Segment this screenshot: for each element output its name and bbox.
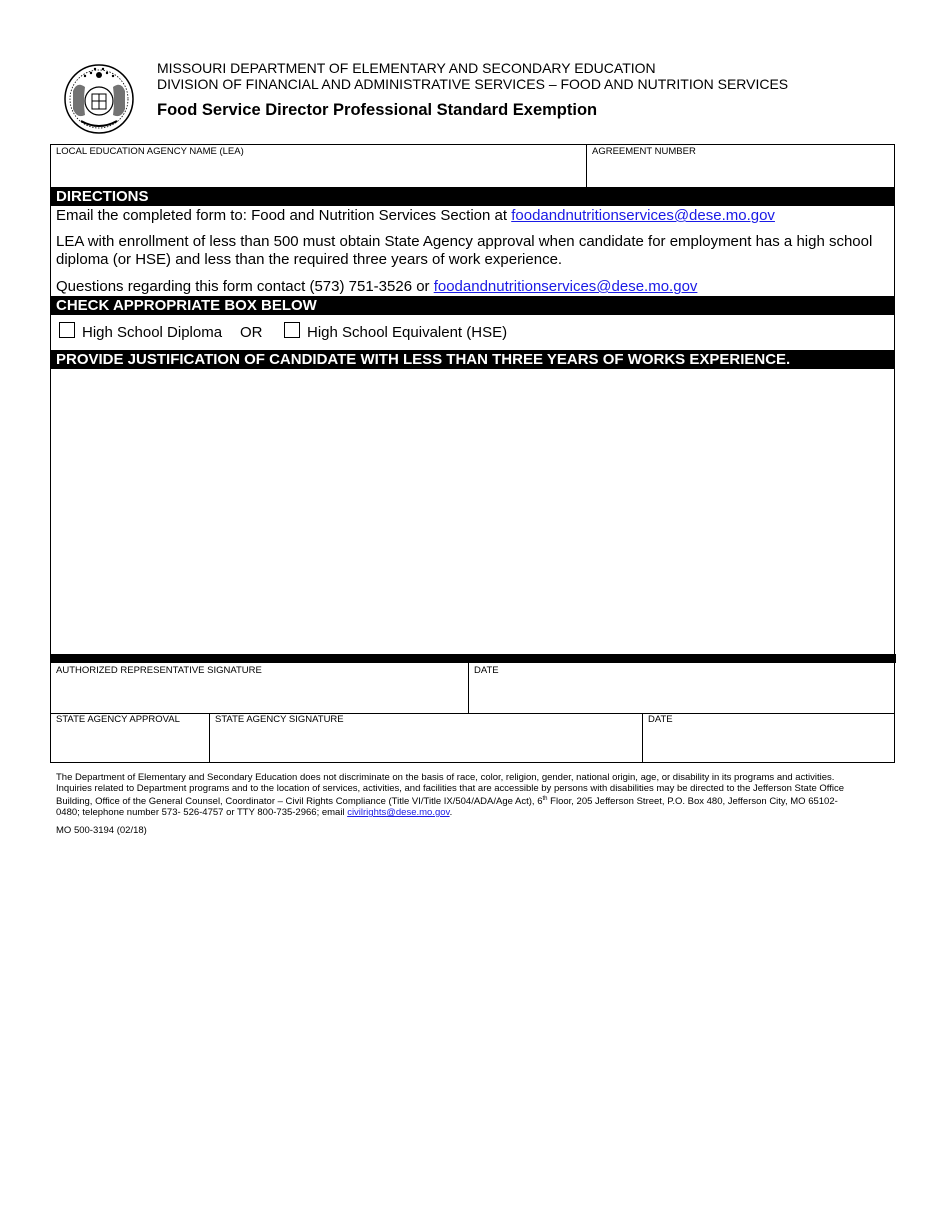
directions-heading: DIRECTIONS [51,187,895,206]
auth-rep-signature-field[interactable] [51,677,467,712]
justification-text-area[interactable] [51,369,894,654]
check-box-heading: CHECK APPROPRIATE BOX BELOW [51,296,895,315]
state-agency-signature-field[interactable] [211,726,641,762]
justification-bottom-bar [50,654,896,663]
state-agency-approval-field[interactable] [51,726,208,762]
auth-date-field[interactable] [470,677,894,712]
directions-questions-link[interactable]: foodandnutritionservices@dese.mo.gov [433,278,698,295]
division-name: DIVISION OF FINANCIAL AND ADMINISTRATIVE SERVICES – FOOD AND NUTRITION SERVICES [157,76,789,92]
high-school-diploma-label: High School Diploma [82,324,223,341]
lea-name-label: LOCAL EDUCATION AGENCY NAME (LEA) [56,146,244,157]
directions-enrollment-text: LEA with enrollment of less than 500 must obtain State Agency approval when candidate for employment has a high school diploma (or HSE) and less than the required three years of work experience. [56,233,873,268]
state-approval-divider [209,713,210,763]
directions-questions-text: Questions regarding this form contact (573) 751-3526 or [56,278,434,295]
auth-rep-signature-label: AUTHORIZED REPRESENTATIVE SIGNATURE [56,665,262,676]
directions-email-text: Email the completed form to: Food and Nutrition Services Section at [56,207,512,224]
directions-email-link[interactable]: foodandnutritionservices@dese.mo.gov [511,207,775,224]
department-name: MISSOURI DEPARTMENT OF ELEMENTARY AND SECONDARY EDUCATION [157,60,656,76]
agreement-number-label: AGREEMENT NUMBER [592,146,696,157]
nondiscrimination-statement [56,772,846,818]
or-label: OR [240,324,263,341]
directions-email-line [56,207,886,225]
high-school-diploma-checkbox[interactable] [59,322,75,338]
footer-text-part2: Floor, 205 Jefferson Street, P.O. Box 480, Jefferson City, MO 65102-0480; telephone number 573- 526-4757 or TTY 800-735-2966; email [56,796,838,819]
civil-rights-email-link[interactable]: civilrights@dese.mo.gov [347,807,450,819]
footer-superscript: th [542,796,548,802]
justification-heading: PROVIDE JUSTIFICATION OF CANDIDATE WITH LESS THAN THREE YEARS OF WORKS EXPERIENCE. [51,350,895,369]
form-number: MO 500-3194 (02/18) [56,825,147,836]
state-seal-icon [63,61,135,137]
auth-date-divider [468,663,469,713]
hse-label: High School Equivalent (HSE) [307,324,508,341]
directions-questions-line [56,278,886,296]
footer-text-part1: The Department of Elementary and Secondary Education does not discriminate on the basis of race, color, religion, gender, national origin, age, or disability in its programs and activities. Inquiries related to Department programs and to the location of services, activities, and facilities that are accessible by persons with disabilities may be directed to the Jefferson State Office Building, Office of the General Counsel, Coordinator – Civil Rights Compliance (Title VI/Title IX/504/ADA/Age Act), 6 [56,772,845,808]
footer-text-end: . [449,807,453,819]
form-title: Food Service Director Professional Standard Exemption [157,101,598,119]
state-agency-approval-label: STATE AGENCY APPROVAL [56,714,180,725]
auth-date-label: DATE [474,665,499,676]
state-date-divider [642,713,643,763]
state-date-field[interactable] [644,726,894,762]
state-agency-signature-label: STATE AGENCY SIGNATURE [215,714,344,725]
agreement-number-field[interactable] [588,157,893,186]
lea-agreement-divider [586,144,587,187]
lea-name-field[interactable] [51,157,585,186]
state-date-label: DATE [648,714,673,725]
hse-checkbox[interactable] [284,322,300,338]
